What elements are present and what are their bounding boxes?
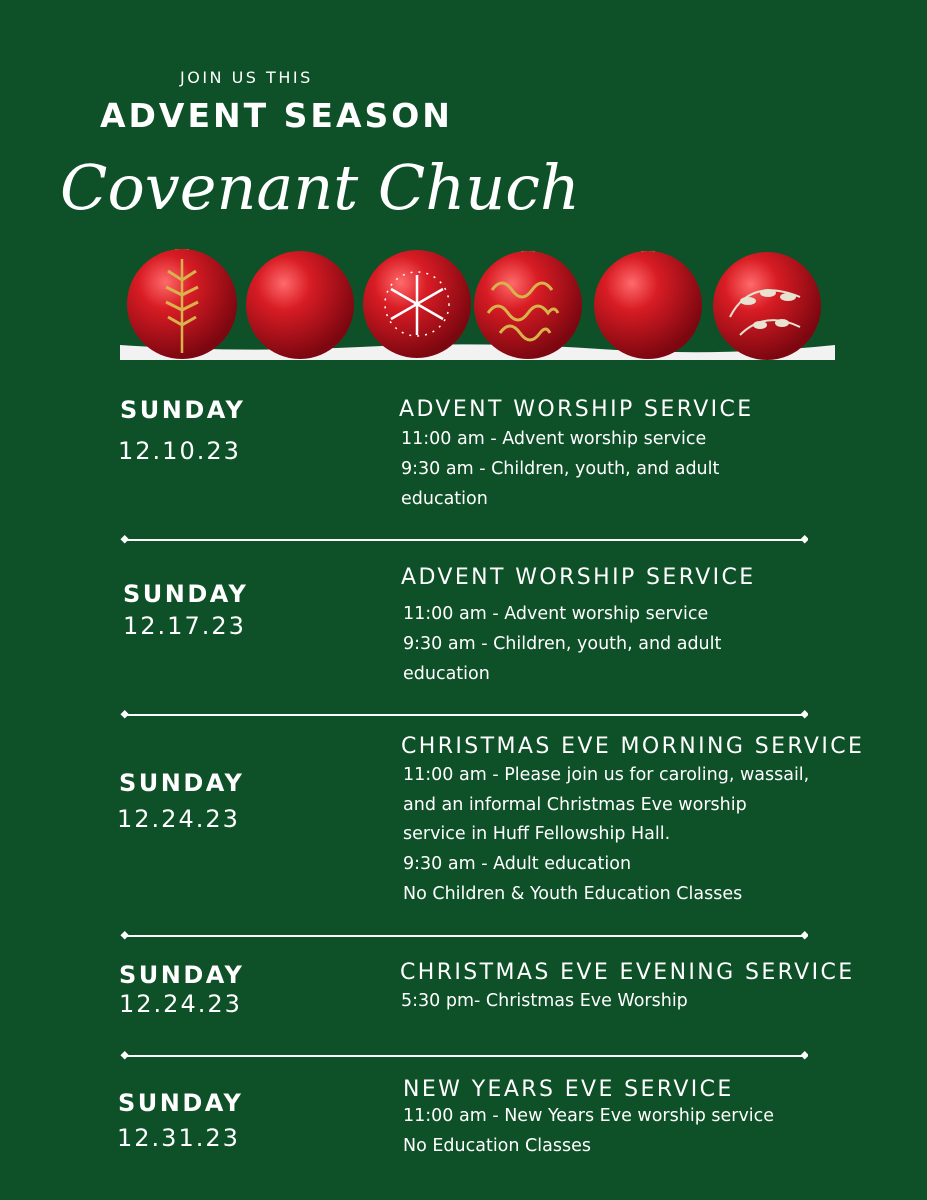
service-detail: 11:00 am - Advent worship service [403, 604, 709, 624]
service-detail: No Education Classes [403, 1136, 591, 1156]
service-detail: 9:30 am - Adult education [403, 854, 632, 874]
service-day: SUNDAY [120, 396, 246, 424]
service-day: SUNDAY [119, 769, 245, 797]
section-divider [120, 534, 808, 546]
service-title: CHRISTMAS EVE MORNING SERVICE [401, 734, 865, 759]
service-date: 12.31.23 [117, 1124, 240, 1152]
section-divider [120, 1050, 808, 1062]
service-title: ADVENT WORSHIP SERVICE [399, 397, 754, 422]
service-detail: education [401, 489, 488, 509]
red-ornament-icon [594, 251, 702, 359]
service-day: SUNDAY [118, 1089, 244, 1117]
leaf-ornament-icon [713, 252, 821, 360]
service-detail: 5:30 pm- Christmas Eve Worship [401, 991, 688, 1011]
service-date: 12.17.23 [123, 612, 246, 640]
header-kicker: JOIN US THIS [180, 68, 313, 87]
service-title: NEW YEARS EVE SERVICE [403, 1077, 734, 1102]
section-divider [120, 709, 808, 721]
section-divider [120, 930, 808, 942]
snow-strip [120, 344, 835, 360]
church-name: Covenant Chuch [60, 151, 580, 224]
service-detail: education [403, 664, 490, 684]
snowflake-ornament-icon [363, 250, 471, 358]
gold-swirl-ornament-icon [474, 251, 582, 359]
service-detail: service in Huff Fellowship Hall. [403, 824, 671, 844]
gold-leaf-ornament-icon [127, 249, 237, 359]
service-title: ADVENT WORSHIP SERVICE [401, 565, 756, 590]
service-date: 12.24.23 [119, 990, 242, 1018]
page-title: ADVENT SEASON [100, 96, 453, 135]
service-detail: No Children & Youth Education Classes [403, 884, 743, 904]
service-detail: 9:30 am - Children, youth, and adult [403, 634, 722, 654]
service-title: CHRISTMAS EVE EVENING SERVICE [400, 960, 855, 985]
service-detail: and an informal Christmas Eve worship [403, 795, 747, 815]
service-date: 12.10.23 [118, 437, 241, 465]
service-day: SUNDAY [123, 580, 249, 608]
red-ornament-icon [246, 251, 354, 359]
ornaments-banner [120, 235, 835, 365]
service-detail: 11:00 am - Advent worship service [401, 429, 707, 449]
service-detail: 11:00 am - New Years Eve worship service [403, 1106, 775, 1126]
service-day: SUNDAY [119, 961, 245, 989]
service-detail: 9:30 am - Children, youth, and adult [401, 459, 720, 479]
service-detail: 11:00 am - Please join us for caroling, wassail, [403, 765, 810, 785]
service-date: 12.24.23 [117, 805, 240, 833]
